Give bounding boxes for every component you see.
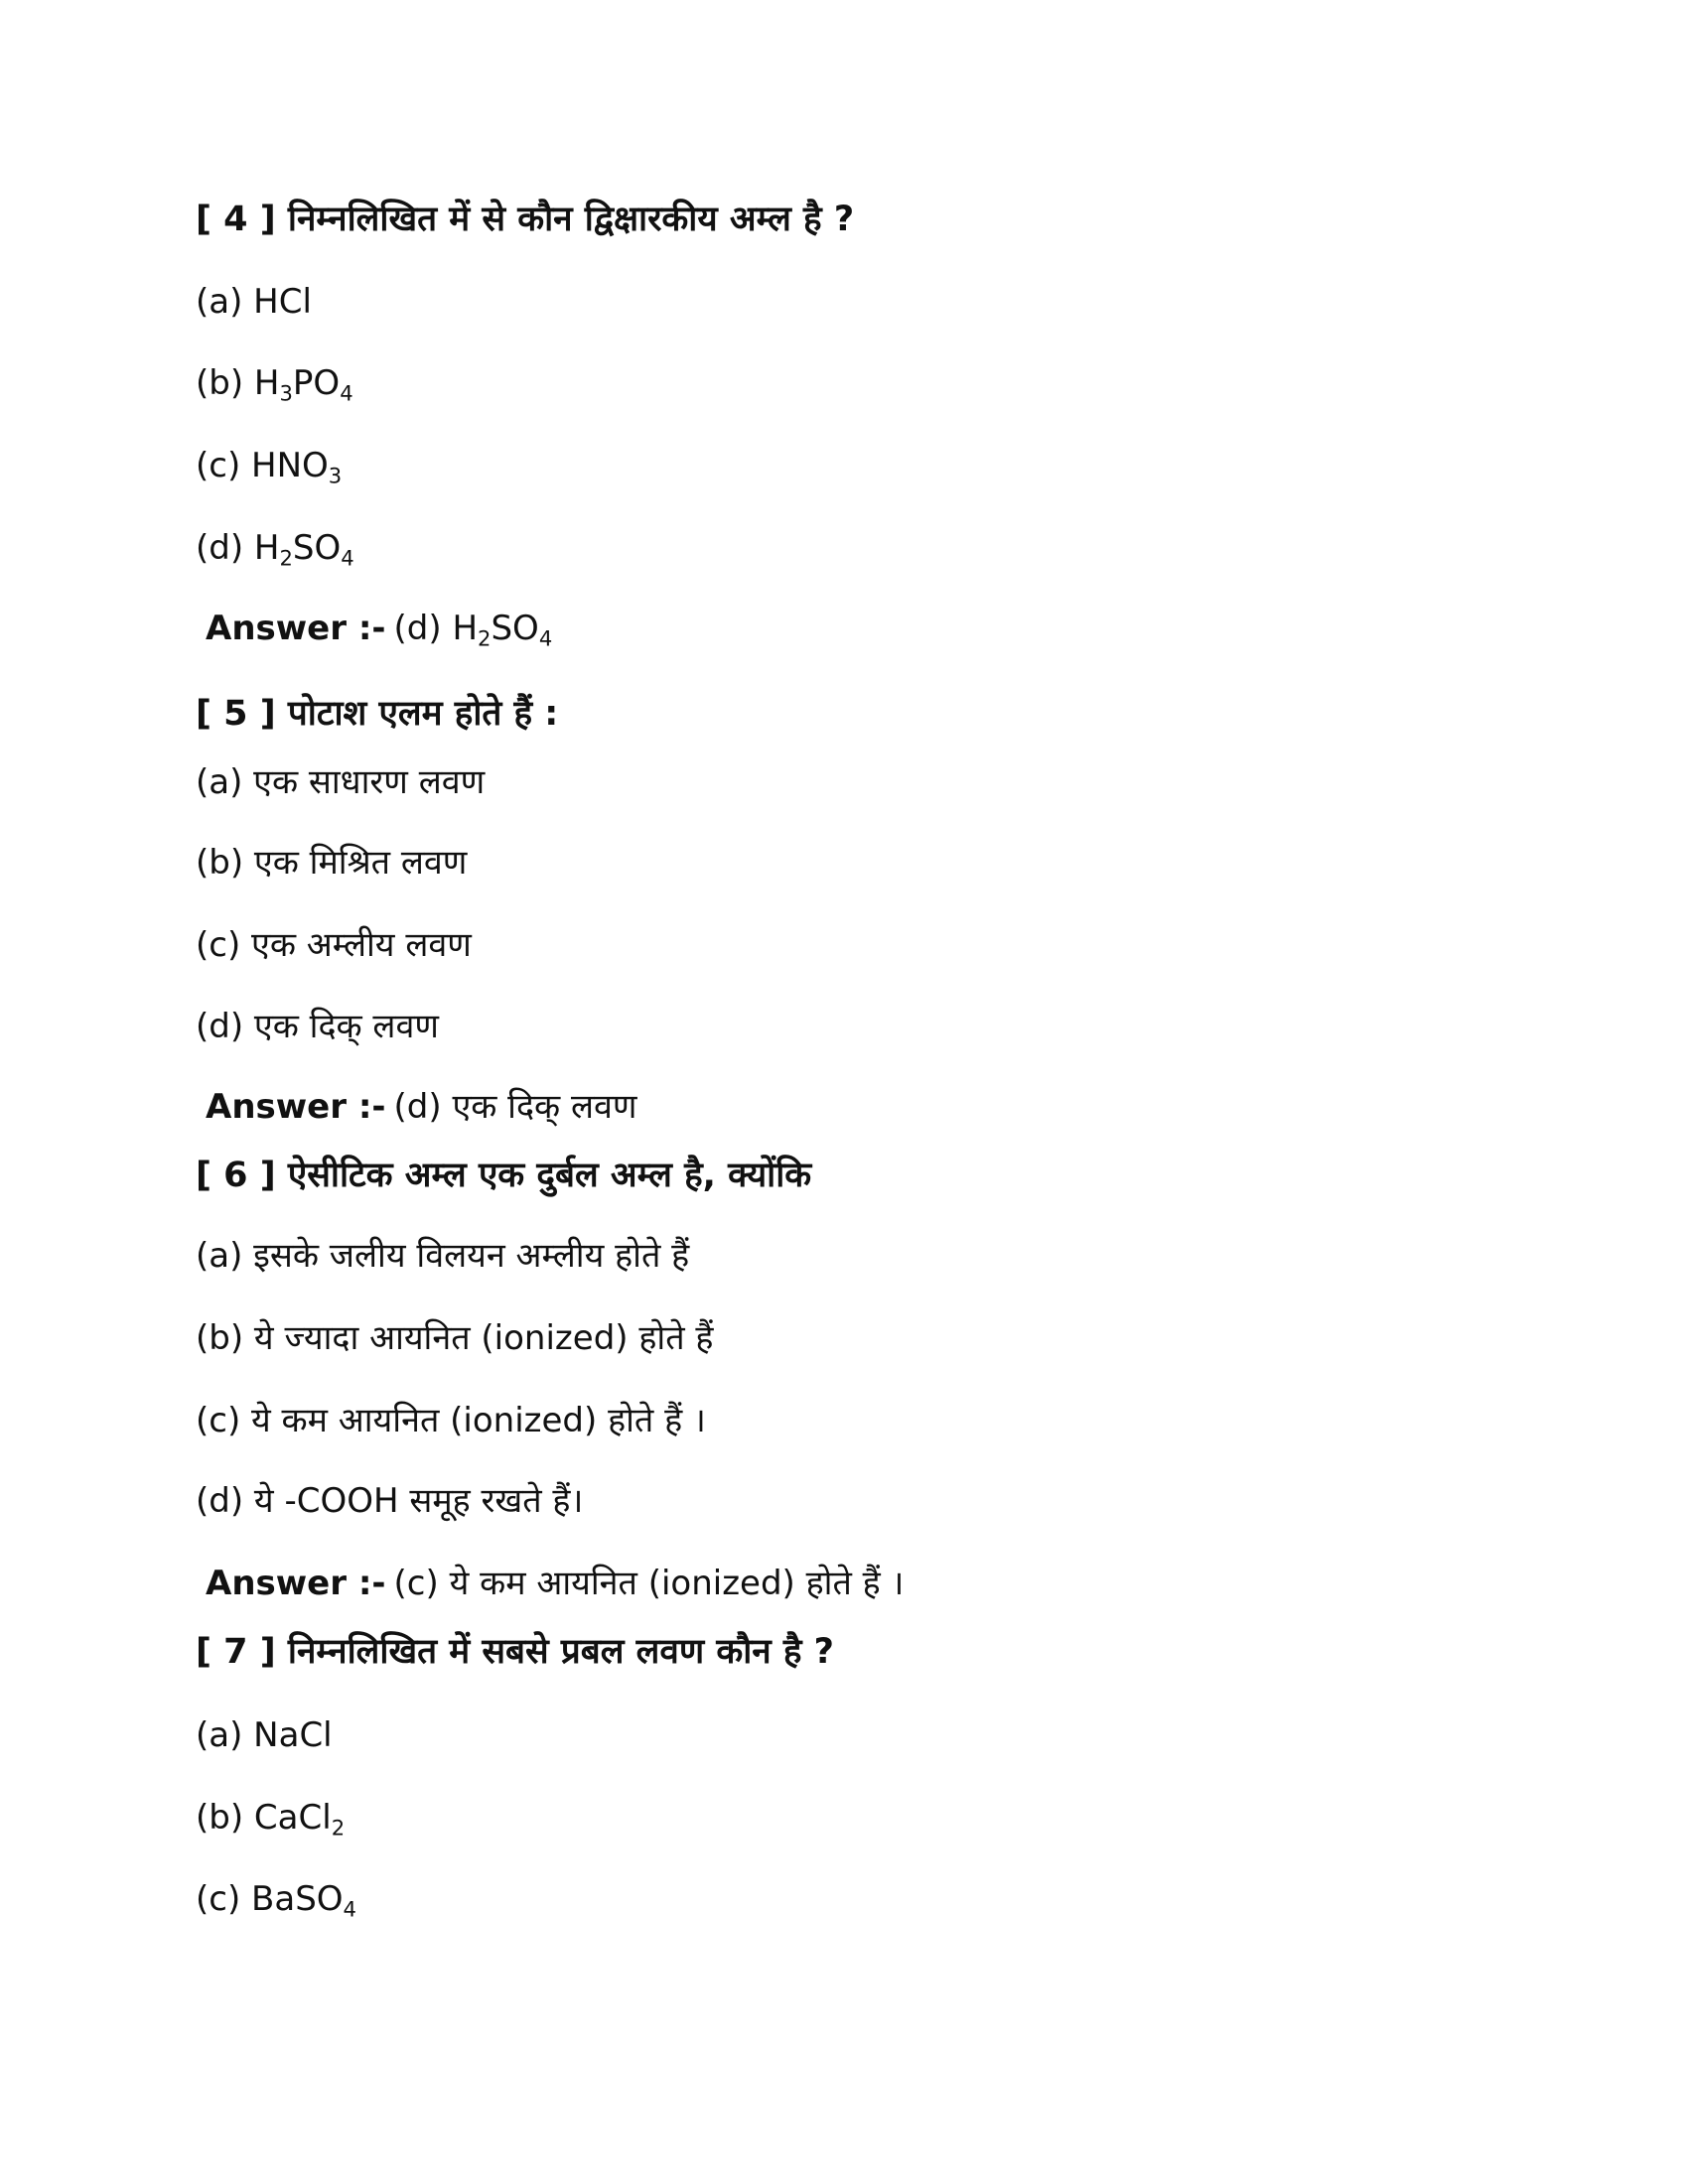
- subscript: 4: [340, 380, 353, 406]
- option-4b: [196, 361, 353, 415]
- option-5c: (c) एक अम्लीय लवण: [196, 925, 472, 965]
- answer-6: [206, 1562, 904, 1605]
- option-7c: [196, 1877, 356, 1931]
- option-7b: [196, 1796, 345, 1849]
- answer-label: Answer :-: [206, 1087, 386, 1127]
- subscript: 2: [279, 545, 293, 571]
- option-5d: (d) एक दिक् लवण: [196, 1007, 439, 1046]
- subscript: 2: [331, 1815, 346, 1841]
- answer-text: (c) ये कम आयनित (ionized) होते हैं ।: [393, 1564, 905, 1603]
- option-text: (d) H: [196, 528, 280, 568]
- answer-4: [206, 607, 552, 660]
- option-4a: (a) HCl: [196, 282, 312, 322]
- option-text: (c) HNO: [196, 446, 329, 485]
- subscript: 4: [341, 545, 354, 571]
- answer-text: SO: [491, 609, 539, 648]
- option-text: (c) BaSO: [196, 1879, 344, 1919]
- subscript: 4: [343, 1896, 356, 1922]
- option-5b: (b) एक मिश्रित लवण: [196, 843, 468, 883]
- question-4-title: [ 4 ] निम्नलिखित में से कौन द्विक्षारकीय अम्ल है ?: [196, 200, 855, 239]
- question-7-title: [ 7 ] निम्नलिखित में सबसे प्रबल लवण कौन है ?: [196, 1632, 834, 1672]
- answer-label: Answer :-: [206, 609, 386, 648]
- option-7a: (a) NaCl: [196, 1715, 333, 1755]
- answer-label: Answer :-: [206, 1564, 386, 1603]
- option-text: (b) CaCl: [196, 1798, 332, 1838]
- option-4c: [196, 444, 342, 497]
- option-6b: (b) ये ज्यादा आयनित (ionized) होते हैं: [196, 1318, 714, 1358]
- subscript: 2: [478, 625, 492, 651]
- option-text: SO: [292, 528, 342, 568]
- subscript: 4: [538, 625, 553, 651]
- option-6d: (d) ये -COOH समूह रखते हैं।: [196, 1481, 584, 1521]
- option-6c: (c) ये कम आयनित (ionized) होते हैं ।: [196, 1401, 706, 1440]
- option-text: PO: [292, 363, 341, 403]
- answer-5: [206, 1085, 637, 1129]
- question-5-title: [ 5 ] पोटाश एलम होते हैं :: [196, 694, 559, 734]
- option-text: (b) H: [196, 363, 280, 403]
- subscript: 3: [328, 463, 343, 488]
- option-5a: (a) एक साधारण लवण: [196, 762, 486, 802]
- answer-text: (d) एक दिक् लवण: [393, 1087, 637, 1127]
- answer-text: (d) H: [393, 609, 479, 648]
- option-4d: [196, 526, 354, 580]
- option-6a: (a) इसके जलीय विलयन अम्लीय होते हैं: [196, 1236, 690, 1276]
- subscript: 3: [279, 380, 293, 406]
- question-6-title: [ 6 ] ऐसीटिक अम्ल एक दुर्बल अम्ल है, क्योंकि: [196, 1156, 812, 1195]
